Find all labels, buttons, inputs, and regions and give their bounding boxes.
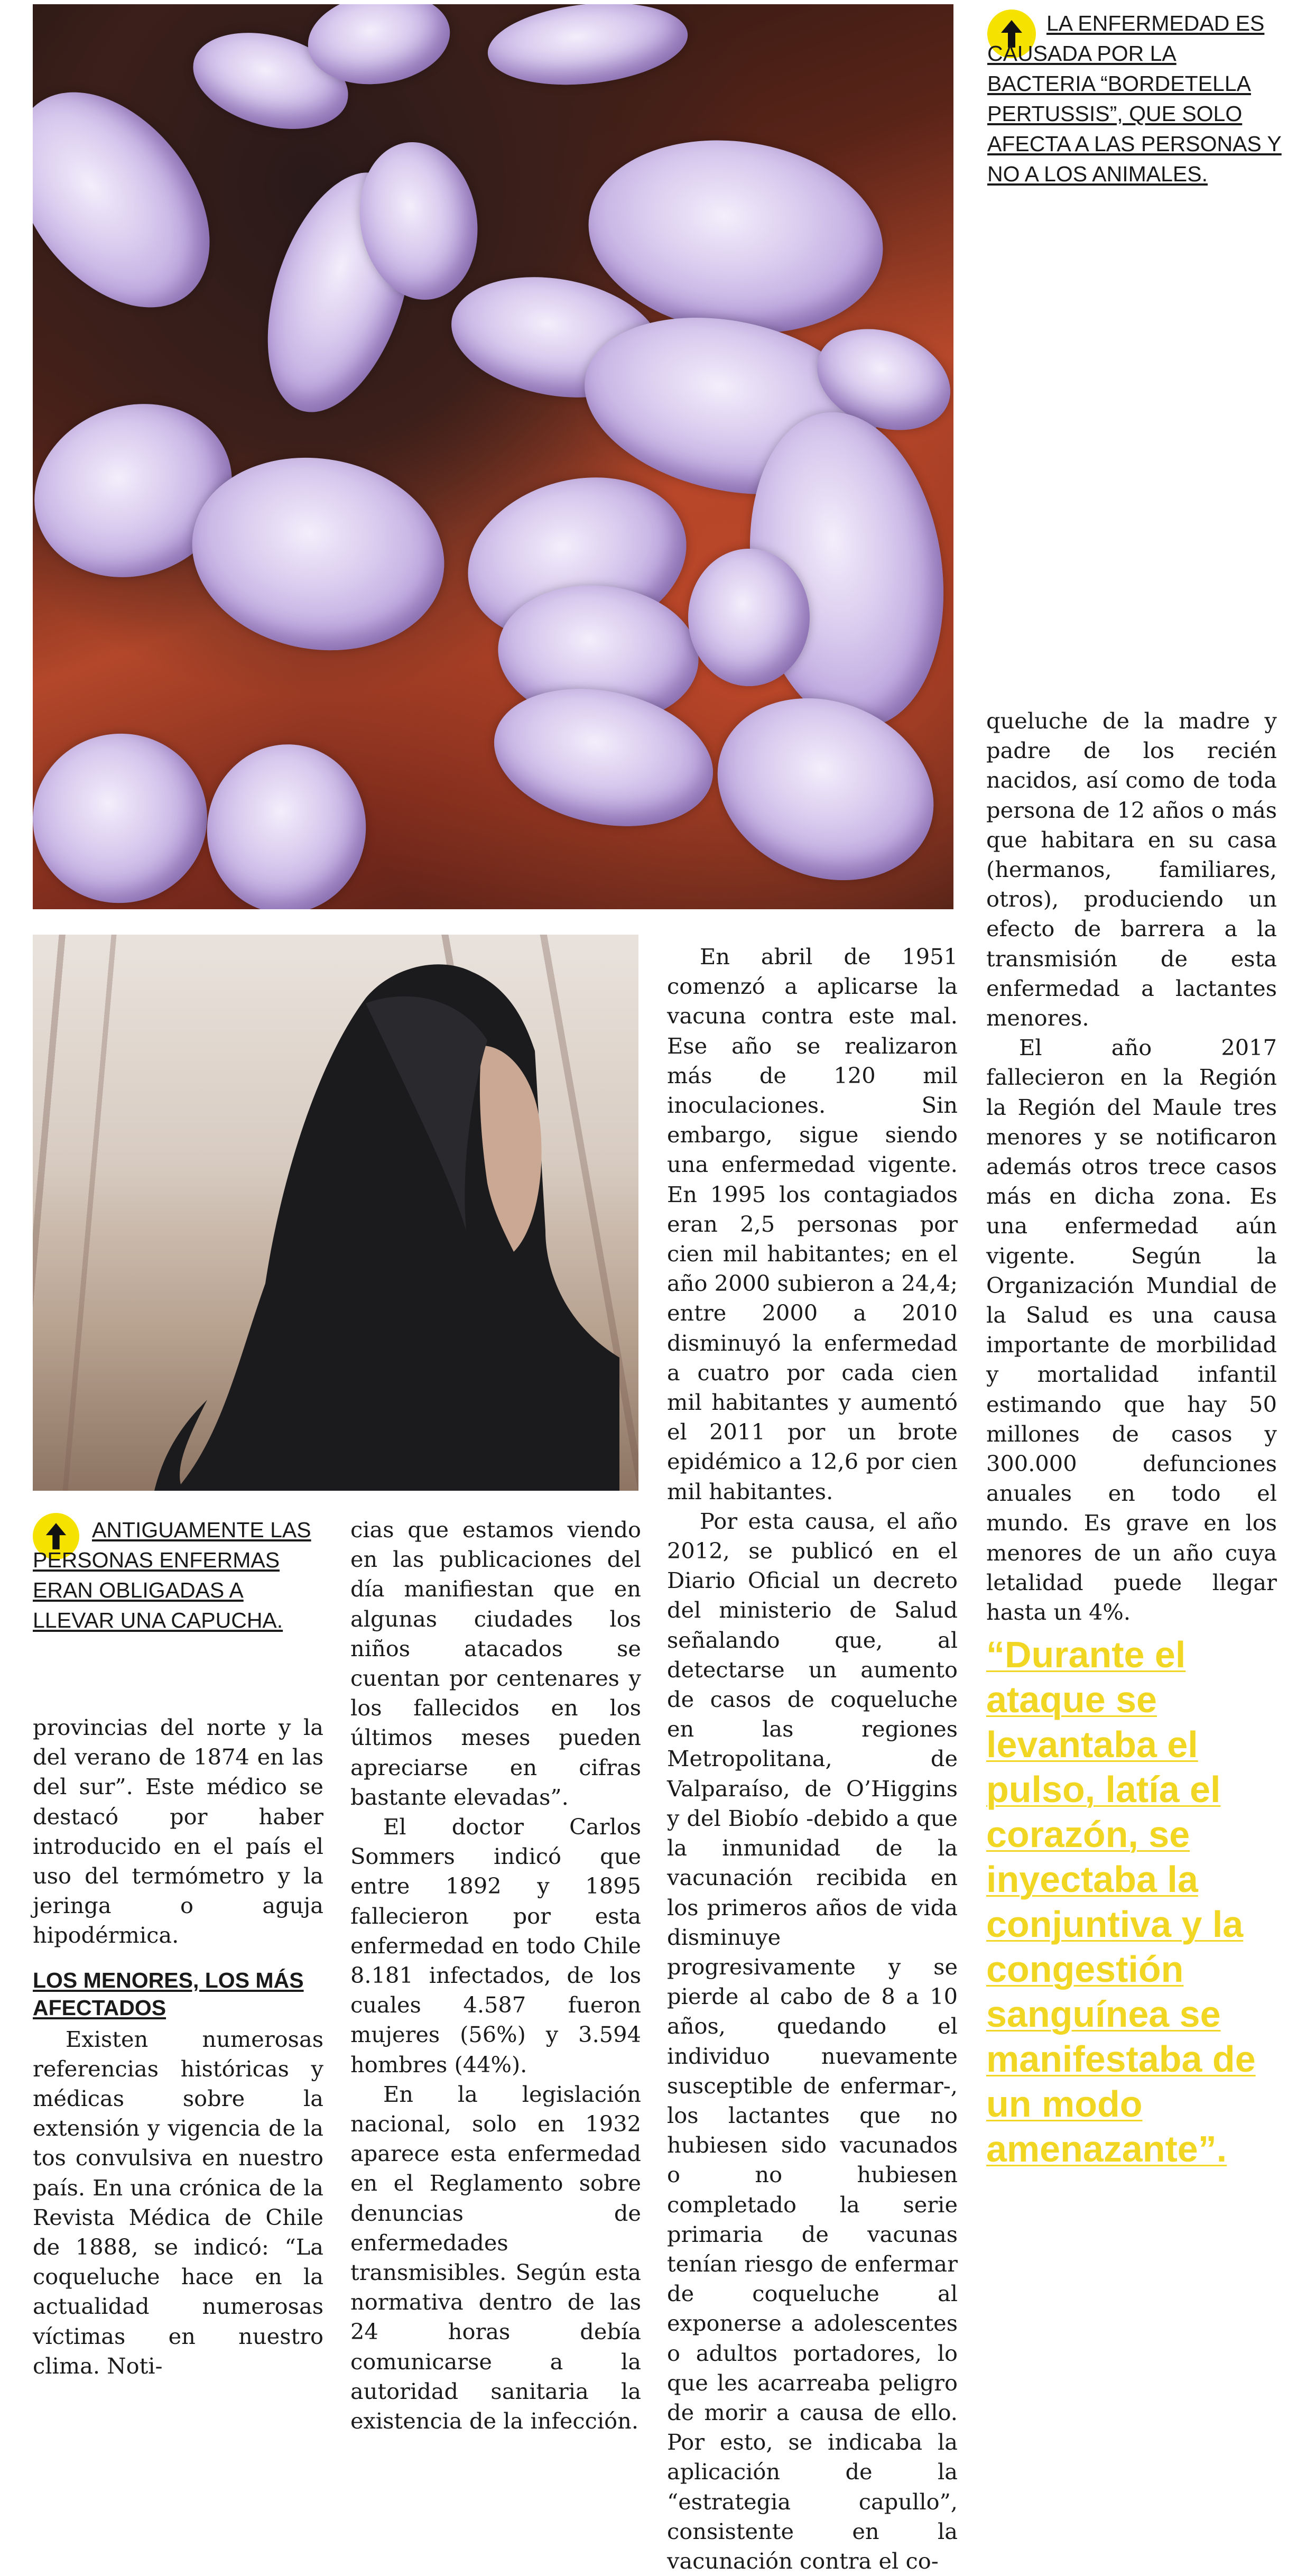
paragraph: queluche de la madre y padre de los recién nacidos, así como de toda persona de 12 años o más que habitara en su casa (hermanos, familiares, otros), produciendo un efecto de barrera a la transmisión de esta enfermedad a lactantes menores. — [986, 708, 1277, 1031]
hooded-figure — [144, 956, 619, 1491]
paragraph: En abril de 1951 comenzó a aplicarse la vacuna contra este mal. Ese año se realizaron más de 120 mil inoculaciones. Sin embargo, sigue siendo una enfermedad vigente. En 1995 los contagiados eran 2,5 personas por cien mil habitantes; en el año 2000 subieron a 24,4; entre 2000 a 2010 disminuyó la enfermedad a cuatro por cada cien mil habitantes y aumentó el 2011 por un brote epidémico a 12,6 por cien mil habitantes. — [667, 944, 958, 1504]
article-column-2 — [350, 1515, 641, 2436]
article-column-3 — [667, 942, 958, 2576]
photo-caption-top: LA ENFERMEDAD ES CAUSADA POR LA BACTERIA “BORDETELLA PERTUSSIS”, QUE SOLO AFECTA A LAS PERSONAS Y NO A LOS ANIMALES. — [987, 11, 1282, 186]
paragraph: cias que estamos viendo en las publicaciones del día manifiestan que en algunas ciudades los niños atacados se cuentan por centenares y los fallecidos en los últimos meses pueden apreciarse en cifras bastante elevadas”. — [350, 1517, 641, 1810]
paragraph: El doctor Carlos Sommers indicó que entre 1892 y 1895 fallecieron por esta enfermedad en todo Chile 8.181 infectados, de los cuales 4.587 fueron mujeres (56%) y 3.594 hombres (44%). — [350, 1814, 641, 2078]
bacteria-photo — [33, 4, 953, 909]
article-column-1 — [33, 1713, 323, 2381]
paragraph: El año 2017 fallecieron en la Región la Región del Maule tres menores y se notificaron además otros trece casos más en dicha zona. Es una enfermedad aún vigente. Según la Organización Mundial de la Salud es una causa importante de morbilidad y mortalidad infantil estimando que hay 50 millones de casos y 300.000 defunciones anuales en todo el mundo. Es grave en los menores de un año cuya letalidad puede llegar hasta un 4%. — [986, 1035, 1277, 1626]
paragraph: Por esta causa, el año 2012, se publicó en el Diario Oficial un decreto del ministerio de Salud señalando que, al detectarse un aumento de casos de coqueluche en las regiones Metropolitana, de Valparaíso, de O’Higgins y del Biobío -debido a que la inmunidad de la vacunación recibida en los primeros años de vida disminuye progresivamente y se pierde al cabo de 8 a 10 años, quedando el individuo nuevamente susceptible de enfermar-, los lactantes que no hubiesen sido vacunados o no hubiesen completado la serie primaria de vacunas tenían riesgo de enfermar de coqueluche al exponerse a adolescentes o adultos portadores, lo que les acarreaba peligro de morir a causa de ello. Por esto, se indicaba la aplicación de la “estrategia capullo”, consistente en la vacunación contra el co- — [667, 1508, 958, 2574]
pull-quote: “Durante el ataque se levantaba el pulso, latía el corazón, se inyectaba la conjuntiva y la congestión sanguínea se manifestaba de un modo amenazante”. — [986, 1634, 1256, 2169]
paragraph: provincias del norte y la del verano de 1874 en las del sur”. Este médico se destacó por haber introducido en el país el uso del termómetro y la jeringa o aguja hipodérmica. — [33, 1714, 323, 1949]
photo-caption-bottom: ANTIGUAMENTE LAS PERSONAS ENFERMAS ERAN OBLIGADAS A LLEVAR UNA CAPUCHA. — [33, 1518, 311, 1632]
subheading: LOS MENORES, LOS MÁS AFECTADOS — [33, 1968, 304, 2020]
hooded-person-photo — [33, 935, 638, 1491]
article-column-4 — [986, 706, 1277, 1627]
paragraph: Existen numerosas referencias históricas y médicas sobre la extensión y vigencia de la tos convulsiva en nuestro país. En una crónica de la Revista Médica de Chile de 1888, se indicó: “La coqueluche hace en la actualidad numerosas víctimas en nuestro clima. Noti- — [33, 2026, 323, 2379]
paragraph: En la legislación nacional, solo en 1932 aparece esta enfermedad en el Reglamento sobre denuncias de enfermedades transmisibles. Según esta normativa dentro de las 24 horas debía comunicarse a la autoridad sanitaria la existencia de la infección. — [350, 2081, 641, 2434]
